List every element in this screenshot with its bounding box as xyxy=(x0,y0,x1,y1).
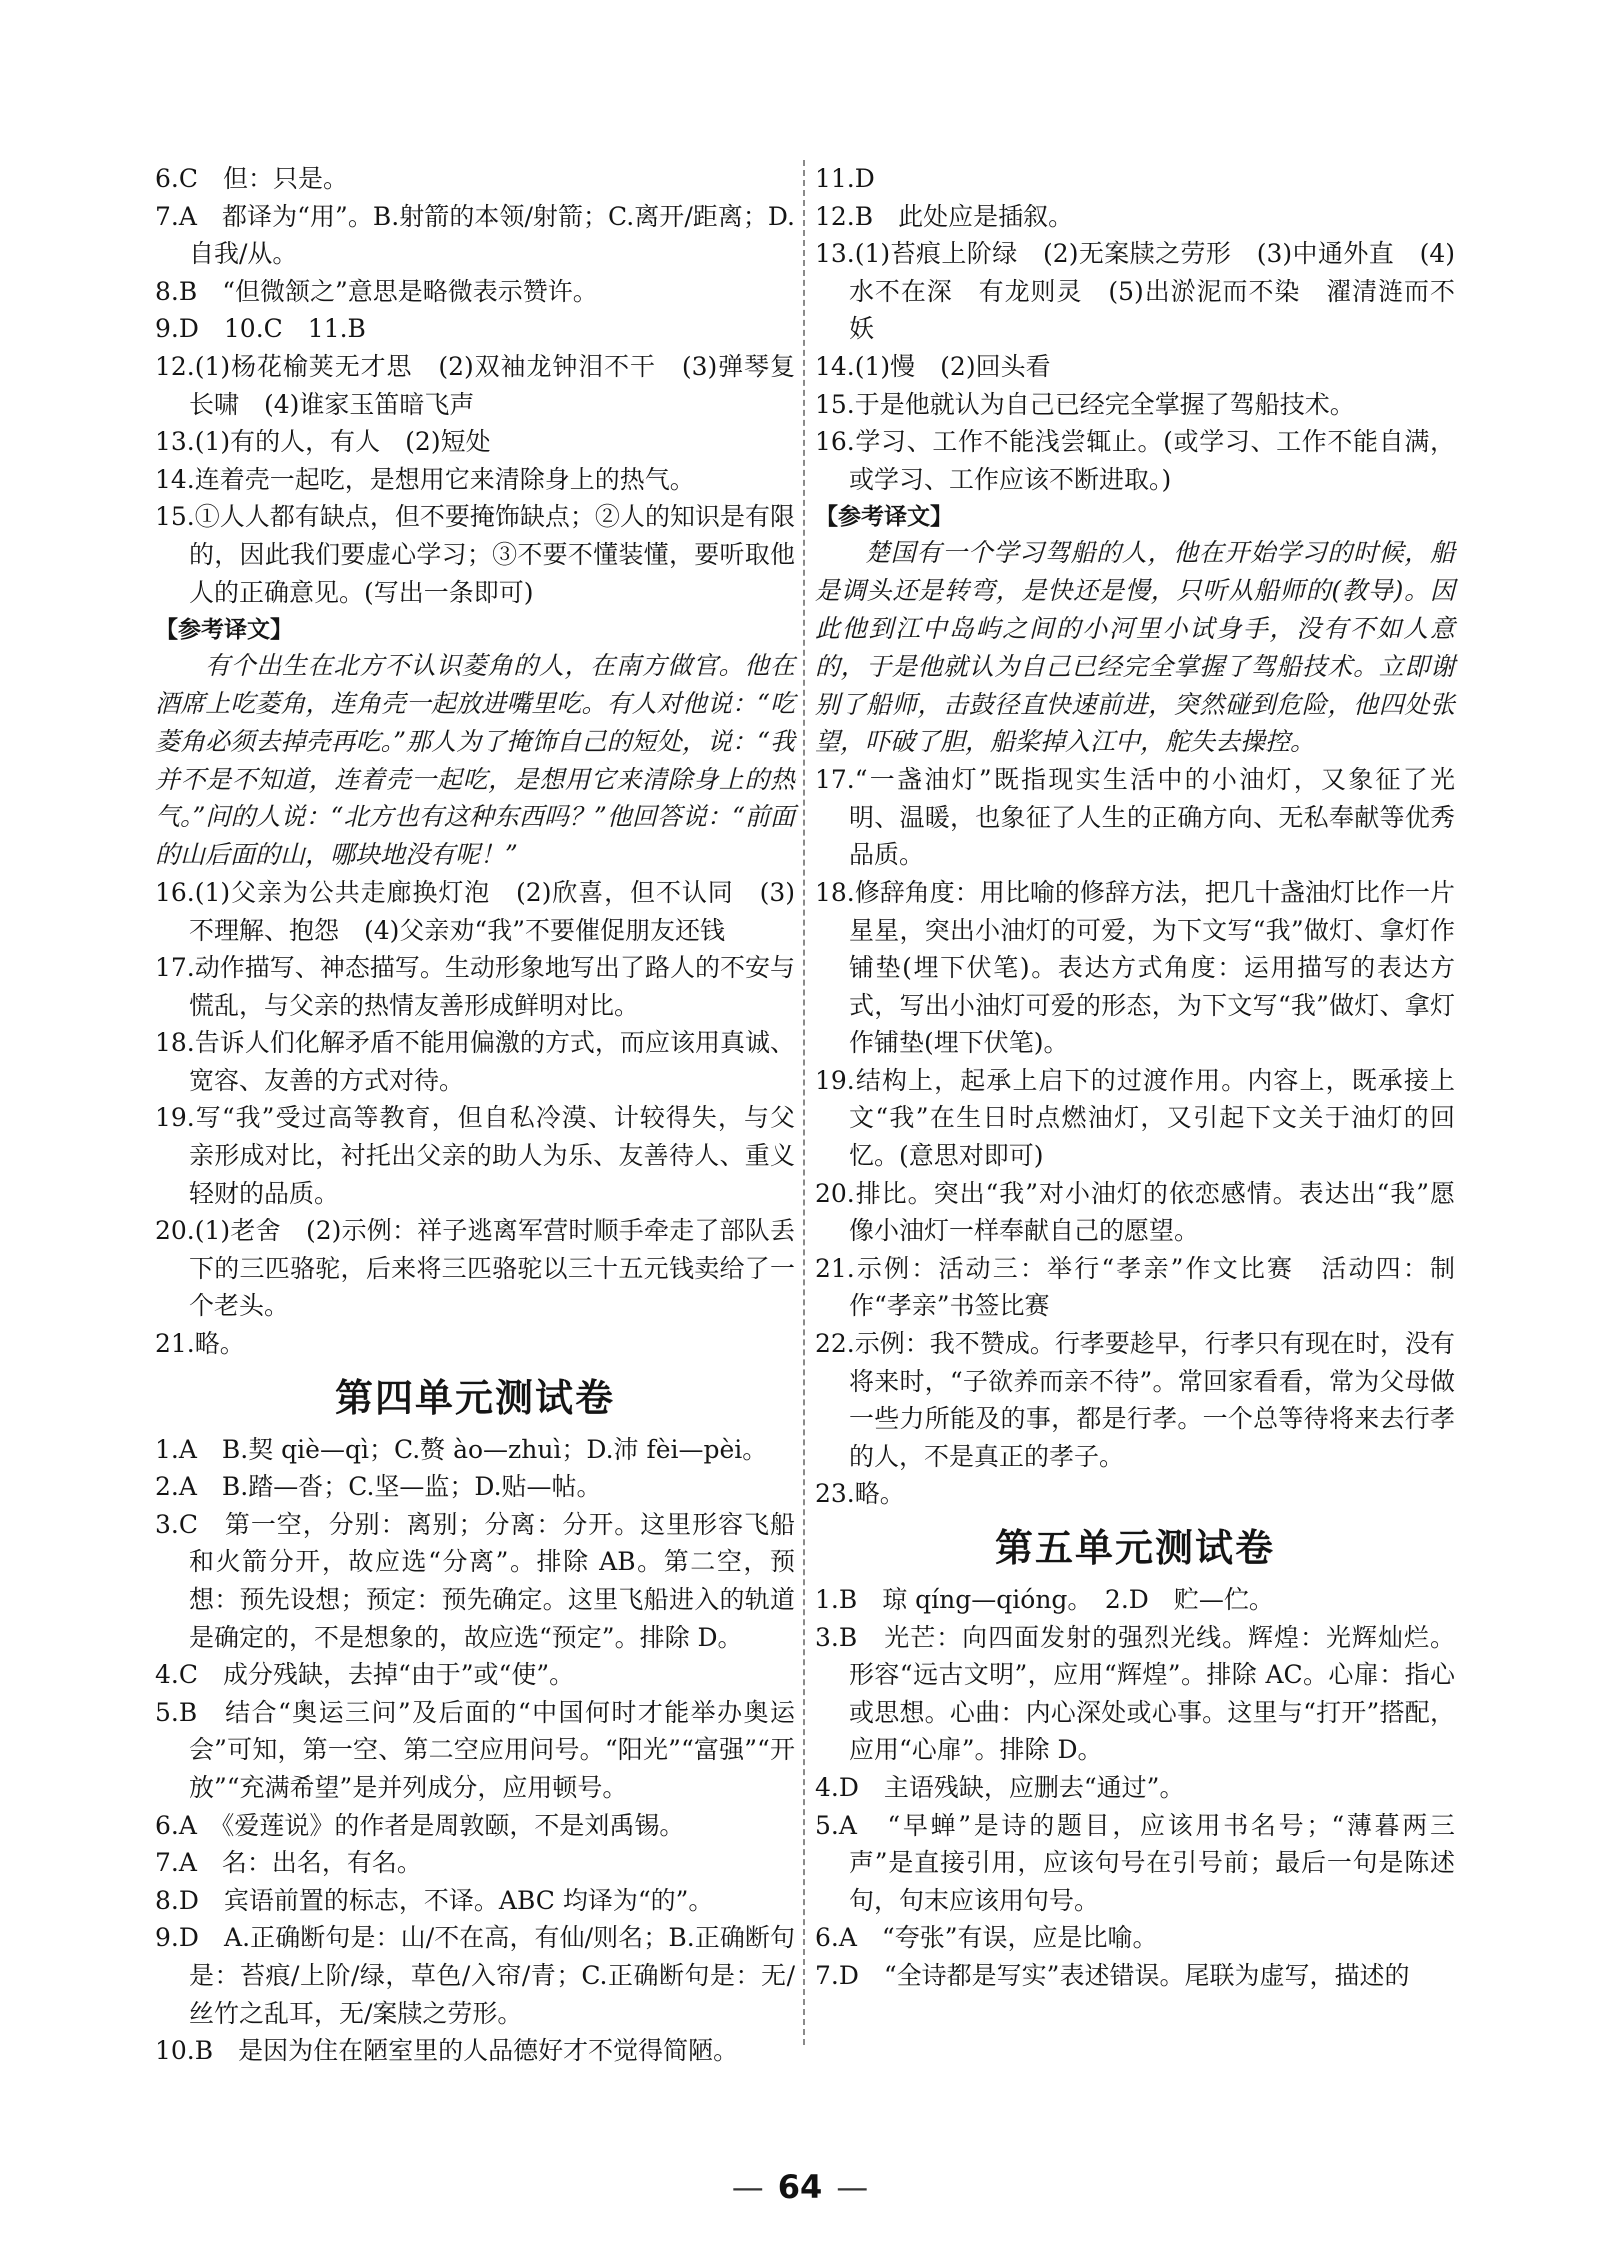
answer-item: 6.A 《爱莲说》的作者是周敦颐，不是刘禹锡。 xyxy=(155,1810,685,1840)
answer-item: 3.B 光芒：向四面发射的强烈光线。辉煌：光辉灿烂。形容“远古文明”，应用“辉煌”。排除 AC。心扉：指心或思想。心曲：内心深处或心事。这里与“打开”搭配，应用“心扉”。排除 D。 xyxy=(815,1622,1455,1765)
answer-item: 2.A B.踏—沓；C.坚—监；D.贴—帖。 xyxy=(155,1472,602,1502)
answer-item: 15.①人人都有缺点，但不要掩饰缺点；②人的知识是有限的，因此我们要虚心学习；③不要不懂装懂，要听取他人的正确意见。(写出一条即可) xyxy=(155,502,795,607)
answer-item: 16.(1)父亲为公共走廊换灯泡 (2)欣喜，但不认同 (3)不理解、抱怨 (4)父亲劝“我”不要催促朋友还钱 xyxy=(155,877,795,945)
answer-item: 23.略。 xyxy=(815,1479,905,1509)
right-answer-list-a xyxy=(815,160,1455,498)
answer-item: 17.动作描写、神态描写。生动形象地写出了路人的不安与慌乱，与父亲的热情友善形成鲜明对比。 xyxy=(155,953,795,1020)
answer-item: 19.写“我”受过高等教育，但自私冷漠、计较得失，与父亲形成对比，衬托出父亲的助人为乐、友善待人、重义轻财的品质。 xyxy=(155,1103,795,1208)
answer-item: 4.D 主语残缺，应删去“通过”。 xyxy=(815,1772,1185,1802)
answer-item: 7.A 名：出名，有名。 xyxy=(155,1848,422,1878)
answer-item: 6.A “夸张”有误，应是比喻。 xyxy=(815,1923,1158,1953)
answer-item: 19.结构上，起承上启下的过渡作用。内容上，既承接上文“我”在生日时点燃油灯，又引起下文关于油灯的回忆。(意思对即可) xyxy=(815,1065,1455,1171)
answer-item: 9.D A.正确断句是：山/不在高，有仙/则名；B.正确断句是：苔痕/上阶/绿，草色/入帘/青；C.正确断句是：无/丝竹之乱耳，无/案牍之劳形。 xyxy=(155,1923,795,2028)
column-divider xyxy=(803,160,805,2045)
answer-item: 8.B “但微颔之”意思是略微表示赞许。 xyxy=(155,276,598,306)
footer-dash-right: — xyxy=(836,2168,869,2206)
answer-item: 22.示例：我不赞成。行孝要趁早，行孝只有现在时，没有将来时，“子欲养而亲不待”。常回家看看，常为父母做一些力所能及的事，都是行孝。一个总等待将来去行孝的人，不是真正的孝子。 xyxy=(815,1329,1455,1471)
answer-item: 14.(1)慢 (2)回头看 xyxy=(815,351,1051,381)
page-footer xyxy=(0,2168,1600,2206)
answer-item: 7.A 都译为“用”。B.射箭的本领/射箭；C.离开/距离；D.自我/从。 xyxy=(155,201,795,269)
answer-item: 3.C 第一空，分别：离别；分离：分开。这里形容飞船和火箭分开，故应选“分离”。排除 AB。第二空，预想：预先设想；预定：预先确定。这里飞船进入的轨道是确定的，不是想象的，故应选“预定”。排除 D。 xyxy=(155,1509,795,1652)
unit5-title: 第五单元测试卷 xyxy=(994,1526,1275,1570)
answer-item: 12.(1)杨花榆荚无才思 (2)双袖龙钟泪不干 (3)弹琴复长啸 (4)谁家玉笛暗飞声 xyxy=(155,351,795,419)
right-answer-list-b xyxy=(815,761,1455,1513)
unit4-title: 第四单元测试卷 xyxy=(334,1375,615,1420)
answer-item: 11.D xyxy=(815,164,875,193)
answer-item: 6.C 但：只是。 xyxy=(155,164,348,193)
answer-item: 5.A “早蝉”是诗的题目，应该用书名号；“薄暮两三声”是直接引用，应该句号在引号前；最后一句是陈述句，句末应该用句号。 xyxy=(815,1810,1455,1915)
answer-item: 12.B 此处应是插叙。 xyxy=(815,201,1074,231)
right-column xyxy=(815,160,1455,1995)
answer-item: 21.示例：活动三：举行“孝亲”作文比赛 活动四：制作“孝亲”书签比赛 xyxy=(815,1253,1455,1321)
page-number: 64 xyxy=(777,2168,823,2206)
answer-item: 20.排比。突出“我”对小油灯的依恋感情。表达出“我”愿像小油灯一样奉献自己的愿望。 xyxy=(815,1178,1455,1246)
answer-item: 21.略。 xyxy=(155,1329,245,1359)
answer-item: 10.B 是因为住在陋室里的人品德好才不觉得简陋。 xyxy=(155,2036,739,2066)
answer-item: 17.“一盏油灯”既指现实生活中的小油灯，又象征了光明、温暖，也象征了人生的正确方向、无私奉献等优秀品质。 xyxy=(815,765,1455,870)
answer-item: 7.D “全诗都是写实”表述错误。尾联为虚写，描述的 xyxy=(815,1960,1410,1990)
answer-item: 5.B 结合“奥运三问”及后面的“中国何时才能举办奥运会”可知，第一空、第二空应用问号。“阳光”“富强”“开放”“充满希望”是并列成分，应用顿号。 xyxy=(155,1697,795,1802)
unit4-answer-list xyxy=(155,1431,795,2070)
answer-item: 4.C 成分残缺，去掉“由于”或“使”。 xyxy=(155,1660,575,1690)
answer-item: 8.D 宾语前置的标志，不译。ABC 均译为“的”。 xyxy=(155,1885,714,1915)
left-column xyxy=(155,160,795,2070)
answer-item: 14.连着壳一起吃，是想用它来清除身上的热气。 xyxy=(155,464,695,494)
answer-item: 20.(1)老舍 (2)示例：祥子逃离军营时顺手牵走了部队丢下的三匹骆驼，后来将三匹骆驼以三十五元钱卖给了一个老头。 xyxy=(155,1216,795,1321)
reference-translation-label: 【参考译文】 xyxy=(155,617,293,644)
answer-item: 18.告诉人们化解矛盾不能用偏激的方式，而应该用真诚、宽容、友善的方式对待。 xyxy=(155,1028,795,1095)
left-answer-list-b xyxy=(155,874,795,1363)
answer-item: 15.于是他就认为自己已经完全掌握了驾船技术。 xyxy=(815,389,1355,419)
reference-translation: 楚国有一个学习驾船的人，他在开始学习的时候，船是调头还是转弯，是快还是慢，只听从船师的(教导)。因此他到江中岛屿之间的小河里小试身手，没有不如人意的，于是他就认为自己已经完全掌握了驾船技术。立即谢别了船师，击鼓径直快速前进，突然碰到危险，他四处张望，吓破了胆，船桨掉入江中，舵失去操控。 xyxy=(815,538,1455,757)
reference-translation-label: 【参考译文】 xyxy=(815,504,953,531)
left-answer-list-a xyxy=(155,160,795,611)
reference-translation: 有个出生在北方不认识菱角的人，在南方做官。他在酒席上吃菱角，连角壳一起放进嘴里吃。有人对他说：“吃菱角必须去掉壳再吃。”那人为了掩饰自己的短处，说：“我并不是不知道，连着壳一起吃，是想用它来清除身上的热气。”问的人说：“北方也有这种东西吗？”他回答说：“前面的山后面的山，哪块地没有呢！” xyxy=(155,651,795,870)
answer-item: 1.B 琼 qíng—qióng。 2.D 贮—伫。 xyxy=(815,1585,1274,1614)
answer-item: 16.学习、工作不能浅尝辄止。(或学习、工作不能自满，或学习、工作应该不断进取。) xyxy=(815,427,1455,494)
answer-item: 9.D 10.C 11.B xyxy=(155,314,366,344)
answer-item: 13.(1)有的人，有人 (2)短处 xyxy=(155,427,491,457)
answer-item: 13.(1)苔痕上阶绿 (2)无案牍之劳形 (3)中通外直 (4)水不在深 有龙则灵 (5)出淤泥而不染 濯清涟而不妖 xyxy=(815,239,1455,344)
answer-item: 1.A B.契 qiè—qì；C.赘 ào—zhuì；D.沛 fèi—pèi。 xyxy=(155,1434,768,1464)
footer-dash-left: — xyxy=(731,2168,764,2206)
answer-item: 18.修辞角度：用比喻的修辞方法，把几十盏油灯比作一片星星，突出小油灯的可爱，为下文写“我”做灯、拿灯作铺垫(埋下伏笔)。表达方式角度：运用描写的表达方式，写出小油灯可爱的形态，为下文写“我”做灯、拿灯作铺垫(埋下伏笔)。 xyxy=(815,877,1455,1058)
unit5-answer-list xyxy=(815,1581,1455,1995)
